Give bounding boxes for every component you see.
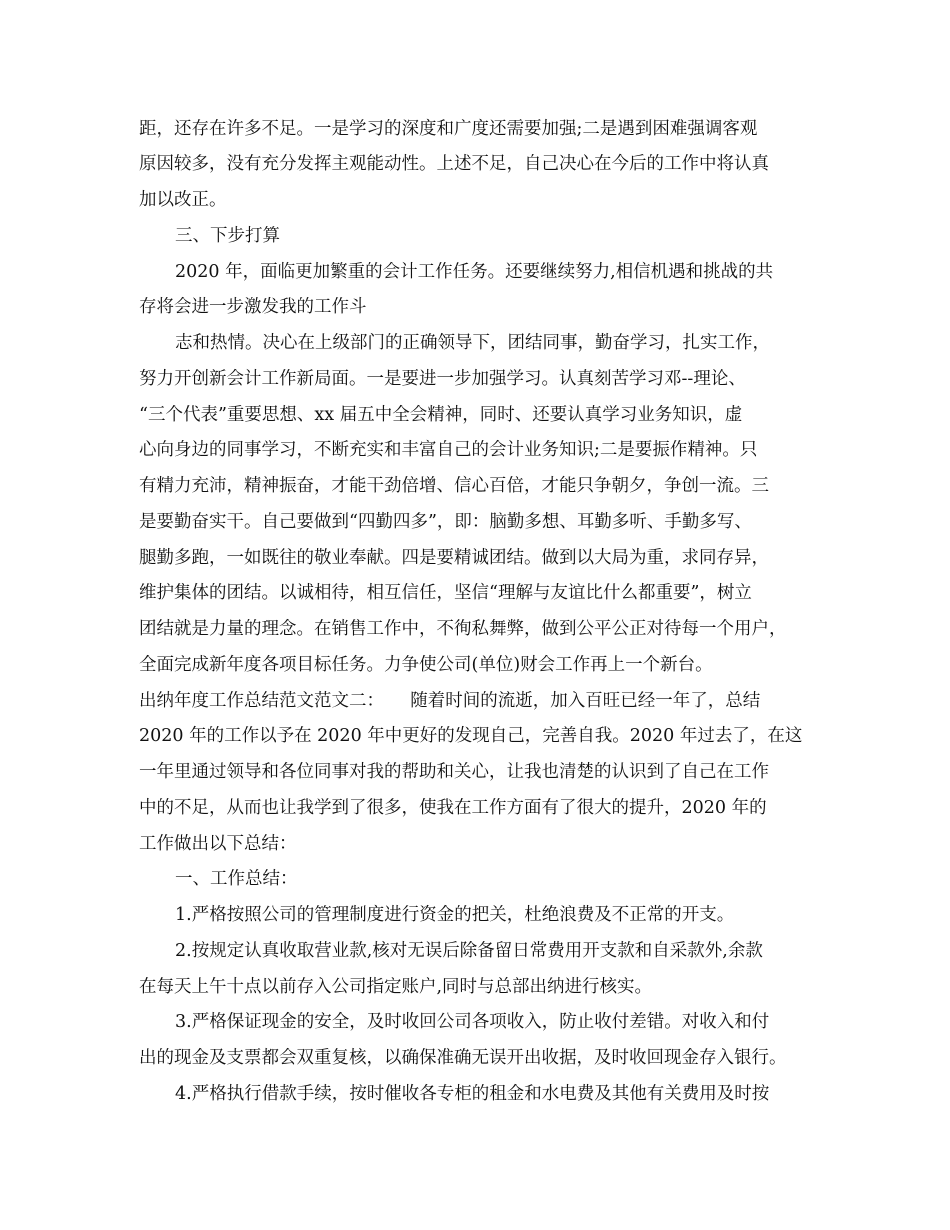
text-line: 努力开创新会计工作新局面。一是要进一步加强学习。认真刻苦学习邓--理论、 xyxy=(139,369,746,389)
text-line: 心向身边的同事学习，不断充实和丰富自己的会计业务知识;二是要振作精神。只 xyxy=(139,440,758,460)
list-item: 2.按规定认真收取营业款,核对无误后除备留日常费用开支款和自采款外,余款 xyxy=(175,941,763,961)
text-line: 腿勤多跑，一如既往的敬业奉献。四是要精诚团结。做到以大局为重，求同存异， xyxy=(139,548,769,568)
text-line: “三个代表”重要思想、xx 届五中全会精神，同时、还要认真学习业务知识，虚 xyxy=(139,405,743,425)
text-line: 存将会进一步激发我的工作斗 xyxy=(139,297,367,317)
list-item: 3.严格保证现金的安全，及时收回公司各项收入，防止收付差错。对收入和付 xyxy=(175,1012,770,1032)
text-line: 2020 年的工作以予在 2020 年中更好的发现自己，完善自我。2020 年过去了，在这 xyxy=(139,726,803,746)
text-line: 有精力充沛，精神振奋，才能干劲倍增、信心百倍，才能只争朝夕，争创一流。三 xyxy=(139,476,769,496)
text-line: 出的现金及支票都会双重复核，以确保准确无误开出收据，及时收回现金存入银行。 xyxy=(139,1048,787,1068)
text-line: 志和热情。决心在上级部门的正确领导下，团结同事，勤奋学习，扎实工作， xyxy=(175,333,770,353)
text-line: 原因较多，没有充分发挥主观能动性。上述不足，自己决心在今后的工作中将认真 xyxy=(139,154,769,174)
text-line: 中的不足，从而也让我学到了很多，使我在工作方面有了很大的提升，2020 年的 xyxy=(139,798,767,818)
section-heading: 三、下步打算 xyxy=(175,226,280,246)
text-line: 一年里通过领导和各位同事对我的帮助和关心，让我也清楚的认识到了自己在工作 xyxy=(139,762,769,782)
text-line: 加以改正。 xyxy=(139,190,227,210)
text-line: 距，还存在许多不足。一是学习的深度和广度还需要加强;二是遇到困难强调客观 xyxy=(139,119,758,139)
text-line: 团结就是力量的理念。在销售工作中，不徇私舞弊，做到公平公正对待每一个用户， xyxy=(139,619,787,639)
list-item: 1.严格按照公司的管理制度进行资金的把关，杜绝浪费及不正常的开支。 xyxy=(175,905,735,925)
text-line: 工作做出以下总结： xyxy=(139,834,297,854)
section-title-line: 出纳年度工作总结范文范文二： 随着时间的流逝，加入百旺已经一年了，总结 xyxy=(139,691,761,711)
text-line: 维护集体的团结。以诚相待，相互信任，坚信“理解与友谊比什么都重要”，树立 xyxy=(139,583,752,603)
text-line: 2020 年，面临更加繁重的会计工作任务。还要继续努力,相信机遇和挑战的共 xyxy=(175,262,774,282)
text-line: 在每天上午十点以前存入公司指定账户,同时与总部出纳进行核实。 xyxy=(139,977,653,997)
text-line: 是要勤奋实干。自己要做到“四勤四多”，即：脑勤多想、耳勤多听、手勤多写、 xyxy=(139,512,752,532)
list-item: 4.严格执行借款手续，按时催收各专柜的租金和水电费及其他有关费用及时按 xyxy=(175,1084,770,1104)
text-line: 全面完成新年度各项目标任务。力争使公司(单位)财会工作再上一个新台。 xyxy=(139,655,713,675)
section-heading: 一、工作总结： xyxy=(175,869,298,889)
